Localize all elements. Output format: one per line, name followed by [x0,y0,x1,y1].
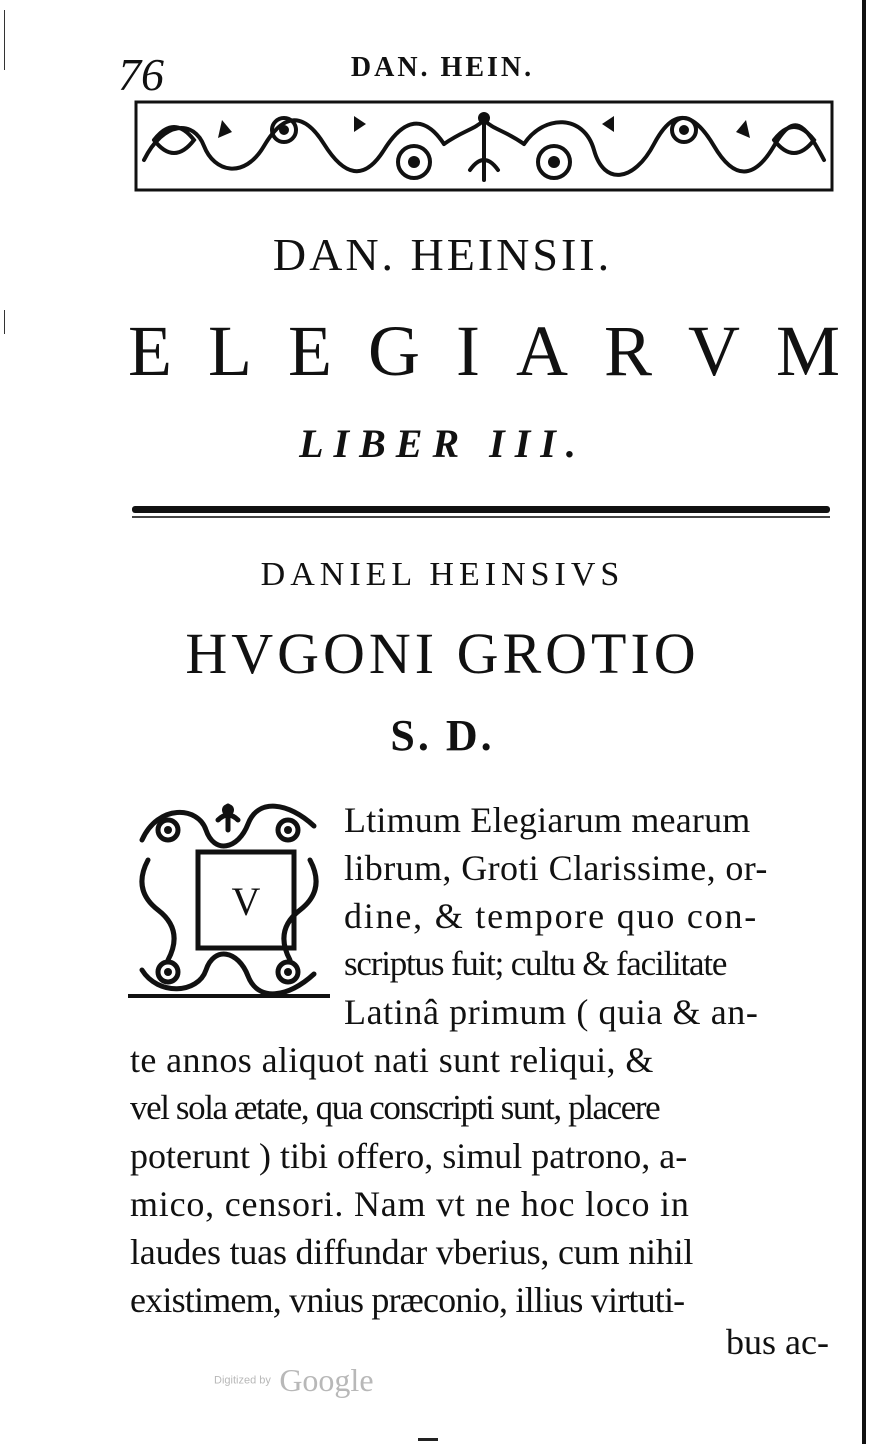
horizontal-rule-thin [132,516,830,518]
title-letter: M [775,311,840,391]
title-letter: R [603,311,652,391]
title-letter: V [687,311,740,391]
title-letter: I [455,311,480,391]
letter-sender: DANIEL HEINSIVS [260,556,625,593]
body-line: existimem, vnius præconio, illius virtuti- [130,1280,685,1320]
title-letter: A [515,311,568,391]
body-line: dine, & tempore quo con- [344,896,759,936]
title-letter: E [128,311,172,391]
body-line: Ltimum Elegiarum mearum [344,800,751,840]
margin-speck [4,310,5,334]
decorated-initial [128,800,330,1000]
body-line: vel sola ætate, qua conscripti sunt, placere [130,1088,660,1127]
body-line: scriptus fuit; cultu & facilitate [344,944,727,983]
watermark-brand: Google [279,1362,374,1398]
ornamental-headpiece [134,100,834,192]
body-line: te annos aliquot nati sunt reliqui, & [130,1040,654,1080]
body-line: librum, Groti Clarissime, or- [344,848,768,888]
running-head: DAN. HEIN. [350,52,535,83]
body-line: poterunt ) tibi offero, simul patrono, a- [130,1136,688,1176]
title-letter: L [207,311,252,391]
initial-letter: V [231,879,261,924]
body-line: mico, censori. Nam vt ne hoc loco in [130,1184,690,1224]
title-letter: E [287,311,332,391]
watermark-prefix: Digitized by [214,1374,271,1387]
digitization-watermark [214,1362,374,1399]
body-line: Latinâ primum ( quia & an- [344,992,759,1032]
author-heading: DAN. HEINSII. [272,229,613,280]
letter-recipient: HVGONI GROTIO [185,621,700,686]
bottom-mark [418,1438,438,1441]
letter-salutation: S. D. [390,711,495,760]
book-subtitle: LIBER III. [299,421,586,466]
book-title [128,310,840,393]
catchword: bus ac- [726,1322,829,1362]
body-line: laudes tuas diffundar vberius, cum nihil [130,1232,694,1272]
horizontal-rule [132,506,830,513]
page-number: 76 [118,49,164,100]
title-letter: G [367,311,420,391]
